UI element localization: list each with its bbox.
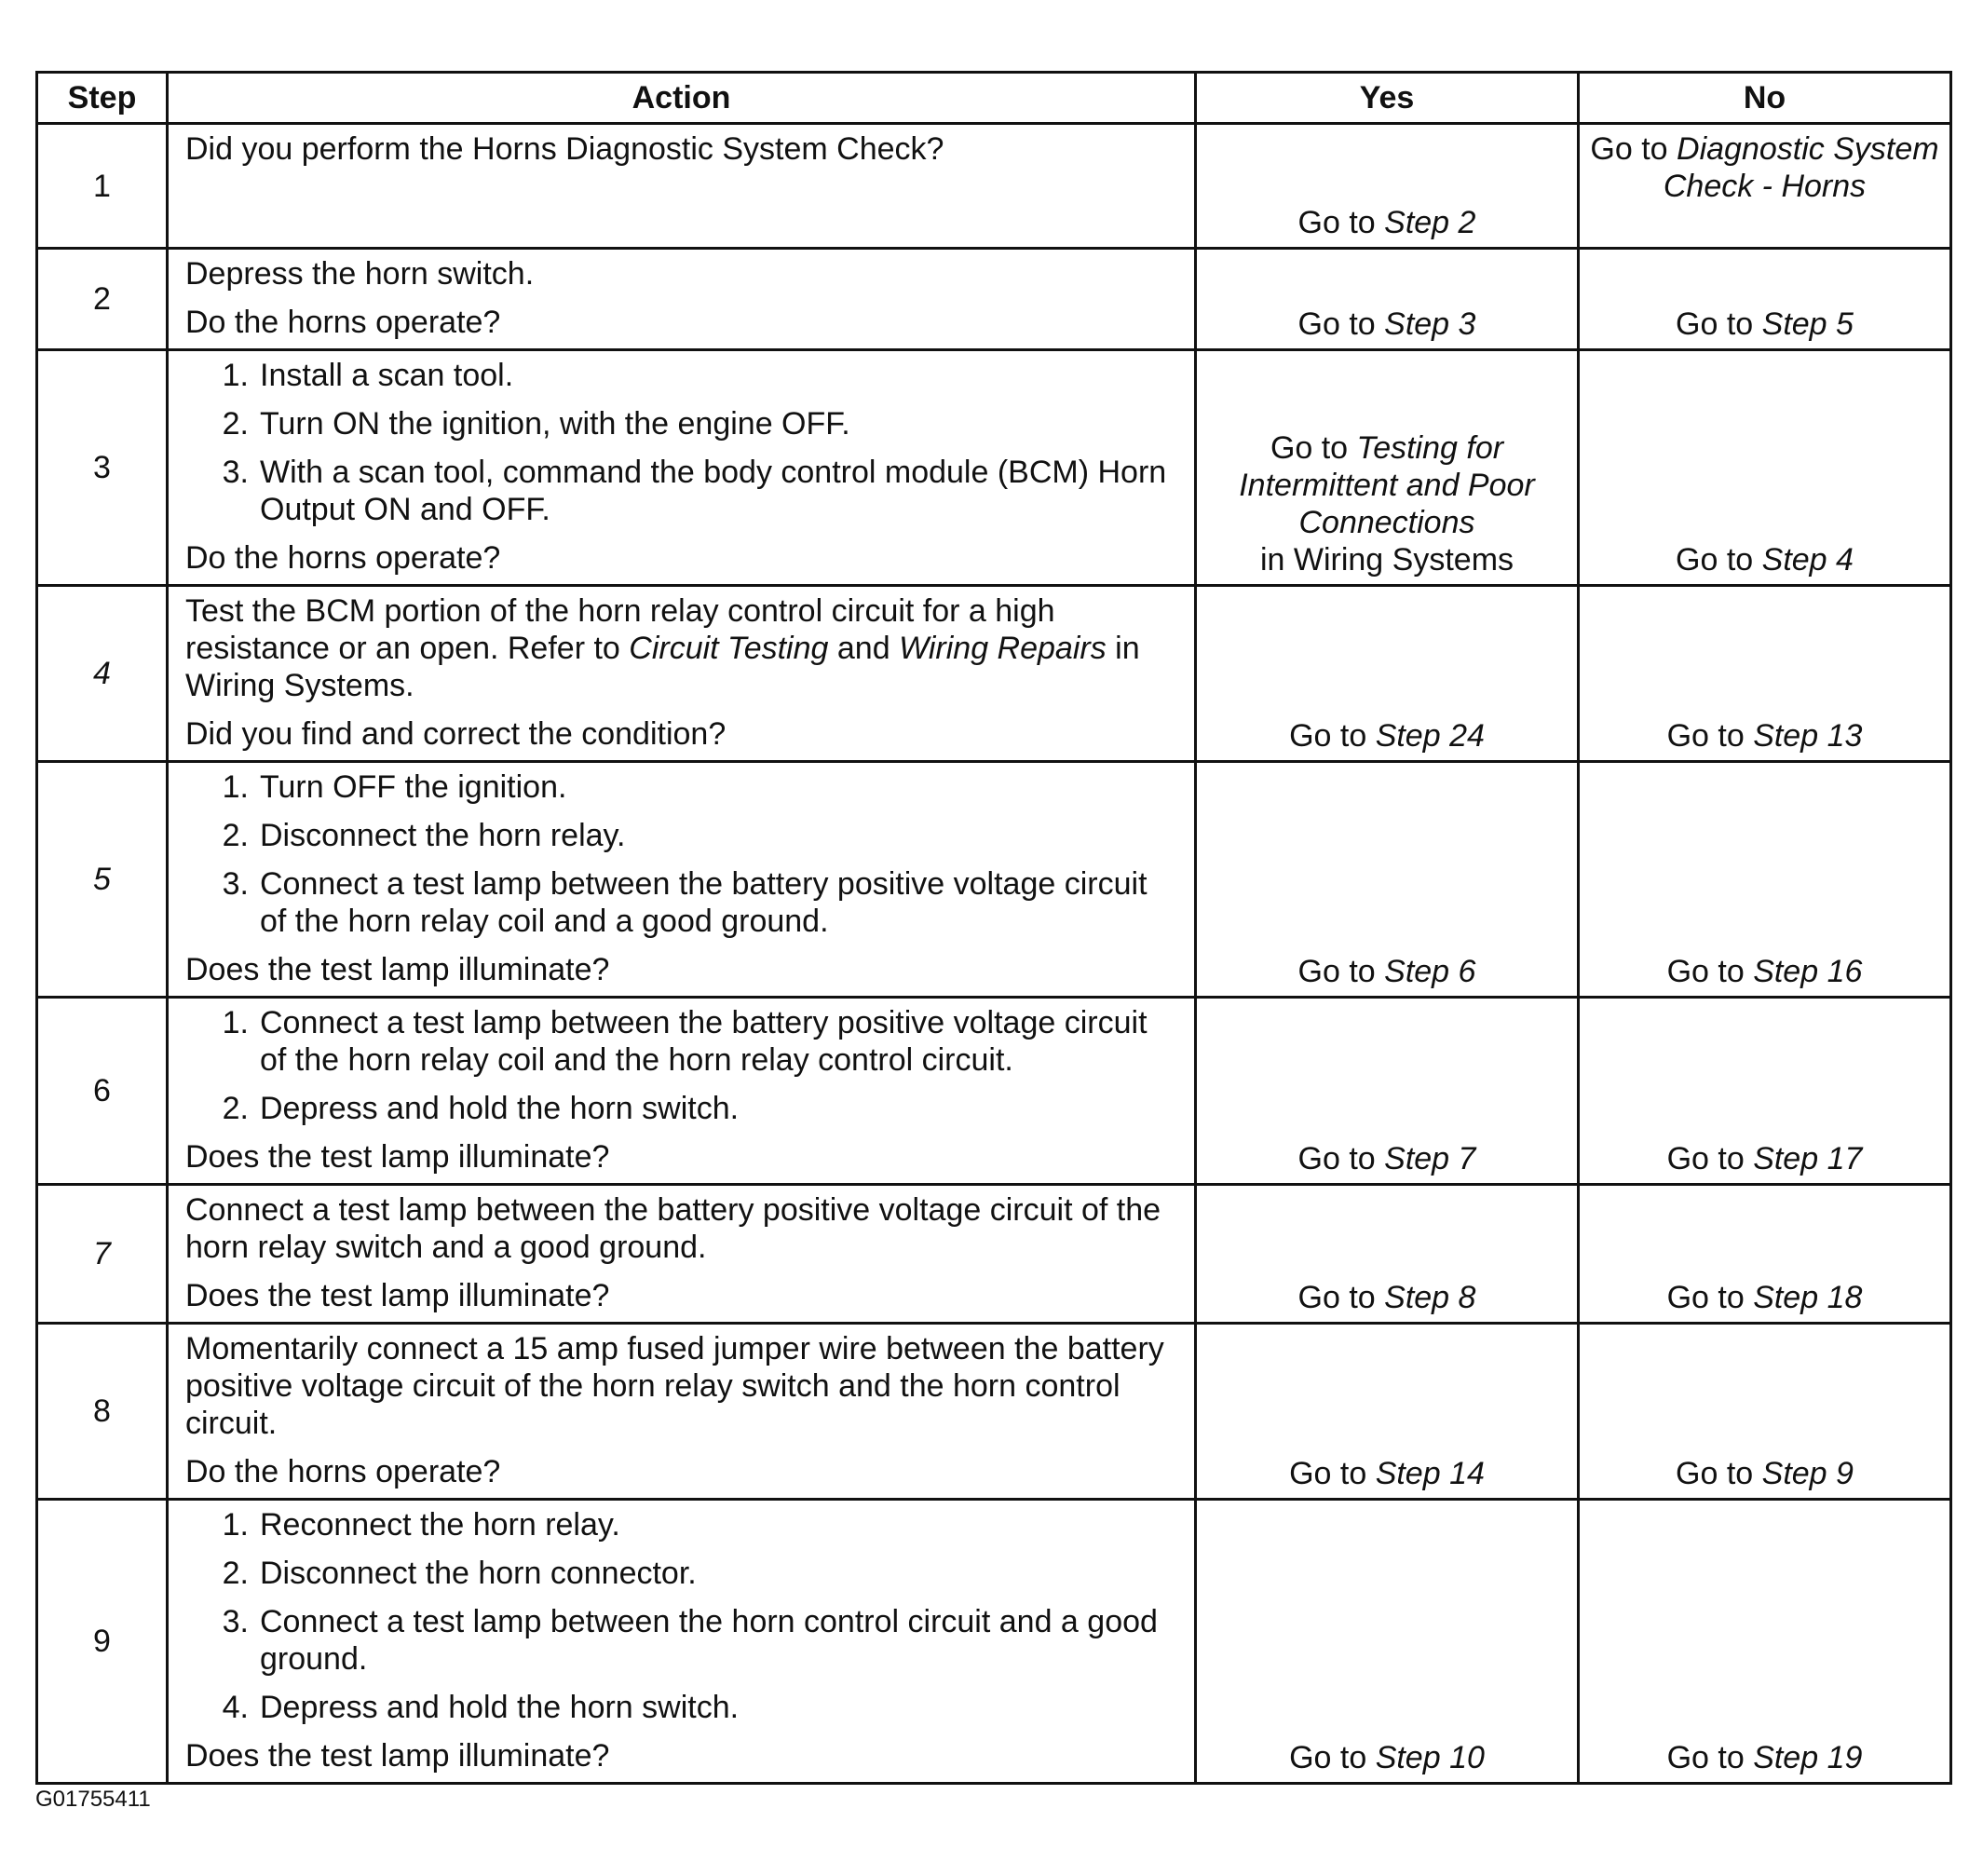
action-substeps (185, 357, 1179, 528)
figure-id: G01755411 (35, 1787, 151, 1812)
no-cell (1579, 124, 1951, 249)
yes-cell (1196, 1324, 1579, 1500)
table-row (37, 998, 1951, 1185)
no-link[interactable]: Step 18 (1753, 1280, 1863, 1315)
header-action: Action (168, 73, 1196, 124)
action-question: Does the test lamp illuminate? (185, 952, 610, 987)
no-cell (1579, 1324, 1951, 1500)
substep: 1. Turn OFF the ignition. (222, 769, 567, 805)
no-cell (1579, 998, 1951, 1185)
no-prefix: Go to (1666, 1141, 1754, 1176)
no-link[interactable]: Step 4 (1761, 542, 1854, 578)
no-cell (1579, 1500, 1951, 1784)
action-text: Momentarily connect a 15 amp fused jumper wire between the battery positive voltage circuit of the horn relay switch and the horn control circuit. (185, 1331, 1164, 1441)
yes-prefix: Go to (1270, 430, 1357, 466)
action-question: Does the test lamp illuminate? (185, 1278, 610, 1313)
action-question: Do the horns operate? (185, 305, 501, 340)
yes-link[interactable]: Step 24 (1375, 718, 1485, 754)
action-question: Do the horns operate? (185, 540, 501, 576)
yes-cell (1196, 1500, 1579, 1784)
substep: 1. Connect a test lamp between the battery positive voltage circuit of the horn relay coil and the horn relay control circuit. (222, 1005, 1148, 1078)
yes-link[interactable]: Testing for Intermittent and Poor Connections (1239, 430, 1535, 540)
step-number: 5 (37, 762, 168, 998)
action-cell (168, 350, 1196, 586)
action-question: Does the test lamp illuminate? (185, 1738, 610, 1774)
no-link[interactable]: Step 17 (1753, 1141, 1863, 1176)
no-prefix: Go to (1590, 131, 1677, 167)
no-prefix: Go to (1676, 542, 1762, 578)
header-yes: Yes (1196, 73, 1579, 124)
action-text: Depress the horn switch. (185, 256, 535, 292)
header-no: No (1579, 73, 1951, 124)
yes-link[interactable]: Step 14 (1375, 1456, 1485, 1491)
yes-cell (1196, 350, 1579, 586)
substep: 2. Turn ON the ignition, with the engine OFF. (222, 406, 850, 442)
yes-prefix: Go to (1297, 306, 1385, 342)
no-link[interactable]: Step 19 (1753, 1740, 1863, 1775)
step-number: 1 (37, 124, 168, 249)
action-question: Did you find and correct the condition? (185, 716, 727, 752)
no-cell (1579, 1185, 1951, 1324)
step-number: 9 (37, 1500, 168, 1784)
action-text: Connect a test lamp between the battery positive voltage circuit of the horn relay switch and a good ground. (185, 1192, 1161, 1265)
substep: 2. Depress and hold the horn switch. (222, 1091, 740, 1126)
yes-prefix: Go to (1297, 1141, 1385, 1176)
yes-prefix: Go to (1289, 1456, 1376, 1491)
step-number: 3 (37, 350, 168, 586)
table-row (37, 350, 1951, 586)
table-row (37, 762, 1951, 998)
no-link[interactable]: Step 5 (1761, 306, 1854, 342)
step-number: 7 (37, 1185, 168, 1324)
yes-link[interactable]: Step 3 (1384, 306, 1476, 342)
yes-prefix: Go to (1297, 954, 1385, 989)
action-cell (168, 1324, 1196, 1500)
step-number: 8 (37, 1324, 168, 1500)
action-cell (168, 124, 1196, 249)
no-cell (1579, 586, 1951, 762)
action-cell (168, 249, 1196, 350)
substep: 2. Disconnect the horn relay. (222, 818, 626, 853)
table-row (37, 124, 1951, 249)
yes-cell (1196, 586, 1579, 762)
table-row (37, 1500, 1951, 1784)
ref-wiring-repairs[interactable]: Wiring Repairs (899, 631, 1107, 666)
step-number: 4 (37, 586, 168, 762)
yes-prefix: Go to (1289, 718, 1376, 754)
table-row (37, 586, 1951, 762)
table-row (37, 249, 1951, 350)
action-cell (168, 762, 1196, 998)
substep: 3. Connect a test lamp between the horn control circuit and a good ground. (222, 1604, 1158, 1677)
table-body (37, 124, 1951, 1784)
no-link[interactable]: Step 9 (1761, 1456, 1854, 1491)
action-text: Test the BCM portion of the horn relay control circuit for a high resistance or an open. Refer to Circuit Testing and Wiring Repairs in Wiring Systems. (185, 593, 1140, 703)
yes-link[interactable]: Step 10 (1375, 1740, 1485, 1775)
substep: 4. Depress and hold the horn switch. (222, 1690, 740, 1725)
yes-prefix: Go to (1297, 205, 1385, 240)
yes-cell (1196, 762, 1579, 998)
step-number: 2 (37, 249, 168, 350)
yes-suffix: in Wiring Systems (1259, 542, 1514, 578)
yes-cell (1196, 124, 1579, 249)
substep: 3. Connect a test lamp between the battery positive voltage circuit of the horn relay coil and a good ground. (222, 866, 1148, 939)
no-cell (1579, 762, 1951, 998)
substep: 2. Disconnect the horn connector. (222, 1556, 697, 1591)
yes-prefix: Go to (1297, 1280, 1385, 1315)
yes-prefix: Go to (1289, 1740, 1376, 1775)
no-cell (1579, 249, 1951, 350)
action-question: Does the test lamp illuminate? (185, 1139, 610, 1175)
action-cell (168, 1500, 1196, 1784)
action-substeps (185, 1004, 1179, 1127)
yes-link[interactable]: Step 8 (1384, 1280, 1476, 1315)
action-text: Did you perform the Horns Diagnostic System Check? (185, 131, 944, 167)
no-prefix: Go to (1676, 1456, 1762, 1491)
ref-circuit-testing[interactable]: Circuit Testing (629, 631, 829, 666)
no-link[interactable]: Step 13 (1753, 718, 1863, 754)
no-prefix: Go to (1676, 306, 1762, 342)
action-substeps (185, 1506, 1179, 1726)
no-link[interactable]: Step 16 (1753, 954, 1863, 989)
substep: 1. Reconnect the horn relay. (222, 1507, 620, 1543)
header-step: Step (37, 73, 168, 124)
action-substeps (185, 768, 1179, 940)
step-number: 6 (37, 998, 168, 1185)
no-cell (1579, 350, 1951, 586)
yes-link[interactable]: Step 6 (1384, 954, 1476, 989)
no-prefix: Go to (1666, 1740, 1754, 1775)
no-prefix: Go to (1666, 954, 1754, 989)
table-row (37, 1185, 1951, 1324)
yes-link[interactable]: Step 2 (1384, 205, 1476, 240)
header-row (37, 73, 1951, 124)
yes-link[interactable]: Step 7 (1384, 1141, 1476, 1176)
action-cell (168, 998, 1196, 1185)
yes-cell (1196, 249, 1579, 350)
no-prefix: Go to (1666, 718, 1754, 754)
table-row (37, 1324, 1951, 1500)
substep: 1. Install a scan tool. (222, 358, 514, 393)
diagnostic-table-sheet (35, 71, 1949, 1785)
action-cell (168, 1185, 1196, 1324)
diagnostic-table (35, 71, 1952, 1785)
no-prefix: Go to (1666, 1280, 1754, 1315)
no-link[interactable]: Diagnostic System Check - Horns (1663, 131, 1939, 204)
substep: 3. With a scan tool, command the body control module (BCM) Horn Output ON and OFF. (222, 455, 1167, 527)
yes-cell (1196, 1185, 1579, 1324)
yes-cell (1196, 998, 1579, 1185)
action-cell (168, 586, 1196, 762)
action-question: Do the horns operate? (185, 1454, 501, 1489)
